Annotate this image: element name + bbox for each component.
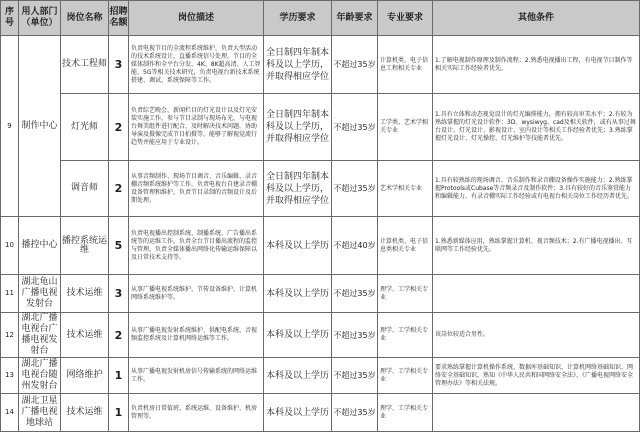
row-major: 艺术学相关专业: [378, 161, 433, 217]
row-age: 不超过35岁: [332, 313, 378, 358]
row-edu: 本科及以上学历: [264, 275, 332, 313]
row-position: 技术运维: [61, 313, 109, 358]
header-major: 专业要求: [378, 1, 433, 36]
table-row: [1, 36, 640, 94]
row-age: 不超过35岁: [332, 161, 378, 217]
header-dept: 用人部门（单位）: [19, 1, 61, 36]
row-dept: 湖北广播电视台广播电视发射台: [19, 313, 61, 358]
row-edu: 本科及以上学历: [264, 313, 332, 358]
row-other: 1.具有立体和动态视觉设计的灯光编排能力，拥有较高审美水平；2.有较为熟练掌握的灯光设计软件：3D、wysiwyg、cad及相关软件，或有从事过舞台设计、灯光设计、影视设计、室内设计等相关工作经验者优先；3.熟练掌握灯光设计、灯光操控、灯光维护等技能者优先。: [433, 94, 640, 161]
row-desc: 从事广播电视发射系统维护、供配电系统、音视频监控系统及计算机网络运维等工作。: [129, 313, 264, 358]
row-age: 不超过35岁: [332, 394, 378, 432]
header-age: 年龄要求: [332, 1, 378, 36]
row-major: 工学类、艺术学相关专业: [378, 94, 433, 161]
row-position: 网络维护: [61, 358, 109, 394]
row-position: 技术运维: [61, 275, 109, 313]
row-major: 理学、工学相关专业: [378, 313, 433, 358]
row-edu: 本科及以上学历: [264, 394, 332, 432]
row-desc: 负责电视播出控制系统、制播系统、广告播出系统等的运维工作，负责全台节目播出流程的监控与管理，负责全媒体播出网络化传输运维保障以及日常技术支持等。: [129, 217, 264, 275]
header-desc: 岗位描述: [129, 1, 264, 36]
row-seq: 10: [1, 217, 19, 275]
row-seq: 14: [1, 394, 19, 432]
row-major: 计算机类、电子信息类相关专业: [378, 217, 433, 275]
row-seq: 9: [1, 36, 19, 217]
table-row: [1, 275, 640, 313]
row-position: 灯光师: [61, 94, 109, 161]
row-age: 不超过40岁: [332, 217, 378, 275]
row-edu: 全日制四年制本科及以上学历，并取得相应学位: [264, 161, 332, 217]
row-count: 3: [109, 36, 129, 94]
row-edu: 全日制四年制本科及以上学历，并取得相应学位: [264, 36, 332, 94]
table-row: [1, 94, 640, 161]
header-count: 招聘名额: [109, 1, 129, 36]
row-age: 不超过35岁: [332, 36, 378, 94]
row-dept: 湖北广播电视台随州发射台: [19, 358, 61, 394]
row-count: 1: [109, 358, 129, 394]
row-count: 3: [109, 275, 129, 313]
row-major: 理学、工学相关专业: [378, 358, 433, 394]
row-dept: 制作中心: [19, 36, 61, 217]
row-desc: 负责电视节目的全流程系统维护，负责大型活动的技术系统设计，直播系统信号处理，节目的全媒体制作和全平台分发、4K、8K超高清、人工智能、5G等相关技术研究，负责电视台新技术系统搭建、调试、系统保障等工作。: [129, 36, 264, 94]
row-age: 不超过35岁: [332, 358, 378, 394]
row-dept: 湖北龟山广播电视发射台: [19, 275, 61, 313]
row-position: 播控系统运维: [61, 217, 109, 275]
table-row: [1, 161, 640, 217]
table-row: [1, 217, 640, 275]
row-desc: 负责综艺晚会、新闻栏目的灯光设计以及灯光安装实施工作，参与节目录制与现场布光，与电视台舞美组件进行配合，及时解决技术问题，协助导演及摄像完成节目拍摄等，能够了解视觉流行趋势并能应用于专业设计。: [129, 94, 264, 161]
row-other: 该岗位较适合男性。: [433, 313, 640, 358]
table-row: [1, 394, 640, 432]
row-desc: 从事音频制作、现场节目调音、音乐编辑、录音棚音频系统维护等工作，负责电视台自建录音棚设备管理和维护，负责节目录制的音频设计及后期处理。: [129, 161, 264, 217]
header-other: 其他条件: [433, 1, 640, 36]
row-desc: 从事广播电视发射机房信号传输系统的网络运维工作。: [129, 358, 264, 394]
header-edu: 学历要求: [264, 1, 332, 36]
header-position: 岗位名称: [61, 1, 109, 36]
row-seq: 12: [1, 313, 19, 358]
row-count: 2: [109, 161, 129, 217]
row-other: 1.具有较熟练的现场调音、音乐制作和录音棚设备操作实施能力；2.熟练掌握Protools或Cubase等音频录音及制作软件；3.具有较好的音乐鉴赏能力和编辑能力，有录音棚实际工作经验或有电视台相关岗位工作经历者优先。: [433, 161, 640, 217]
row-position: 技术运维: [61, 394, 109, 432]
row-count: 1: [109, 394, 129, 432]
row-desc: 从事广播电视系统维护、节传设备维护、计算机网络系统维护等。: [129, 275, 264, 313]
row-seq: 13: [1, 358, 19, 394]
row-dept: 湖北卫星广播电视地球站: [19, 394, 61, 432]
row-dept: 播控中心: [19, 217, 61, 275]
row-other: 1.熟悉新媒体应用，熟练掌握计算机、视音频技术；2.有广播电视播出、互联网等工作经验优先。: [433, 217, 640, 275]
row-position: 技术工程师: [61, 36, 109, 94]
row-edu: 本科及以上学历: [264, 217, 332, 275]
table-row: [1, 358, 640, 394]
row-major: 计算机类、电子信息工程相关专业: [378, 36, 433, 94]
row-edu: 全日制四年制本科及以上学历，并取得相应学位: [264, 94, 332, 161]
row-desc: 负责机房日常值班、系统运维、设备维护、机房管理等。: [129, 394, 264, 432]
row-edu: 本科及以上学历: [264, 358, 332, 394]
header-seq: 序号: [1, 1, 19, 36]
row-major: 理学、工学相关专业: [378, 394, 433, 432]
table-row: [1, 313, 640, 358]
row-seq: 11: [1, 275, 19, 313]
row-other: 要求熟练掌握计算机操作系统、数据库基础知识、计算机网络基础知识、网络安全基础知识，熟知《中华人民共和国网络安全法》、《广播电视网络安全管理办法》等相关法规。: [433, 358, 640, 394]
row-other: [433, 275, 640, 313]
row-count: 5: [109, 217, 129, 275]
row-count: 2: [109, 313, 129, 358]
row-other: 1.了解电视制作原理及制作流程；2.熟悉电视播出工程，有电视节目制作等相关实际工作经验者优先。: [433, 36, 640, 94]
table-header-row: [1, 1, 640, 36]
row-age: 不超过35岁: [332, 275, 378, 313]
row-major: 理学、工学相关专业: [378, 275, 433, 313]
row-other: [433, 394, 640, 432]
row-count: 2: [109, 94, 129, 161]
row-position: 调音师: [61, 161, 109, 217]
row-age: 不超过35岁: [332, 94, 378, 161]
